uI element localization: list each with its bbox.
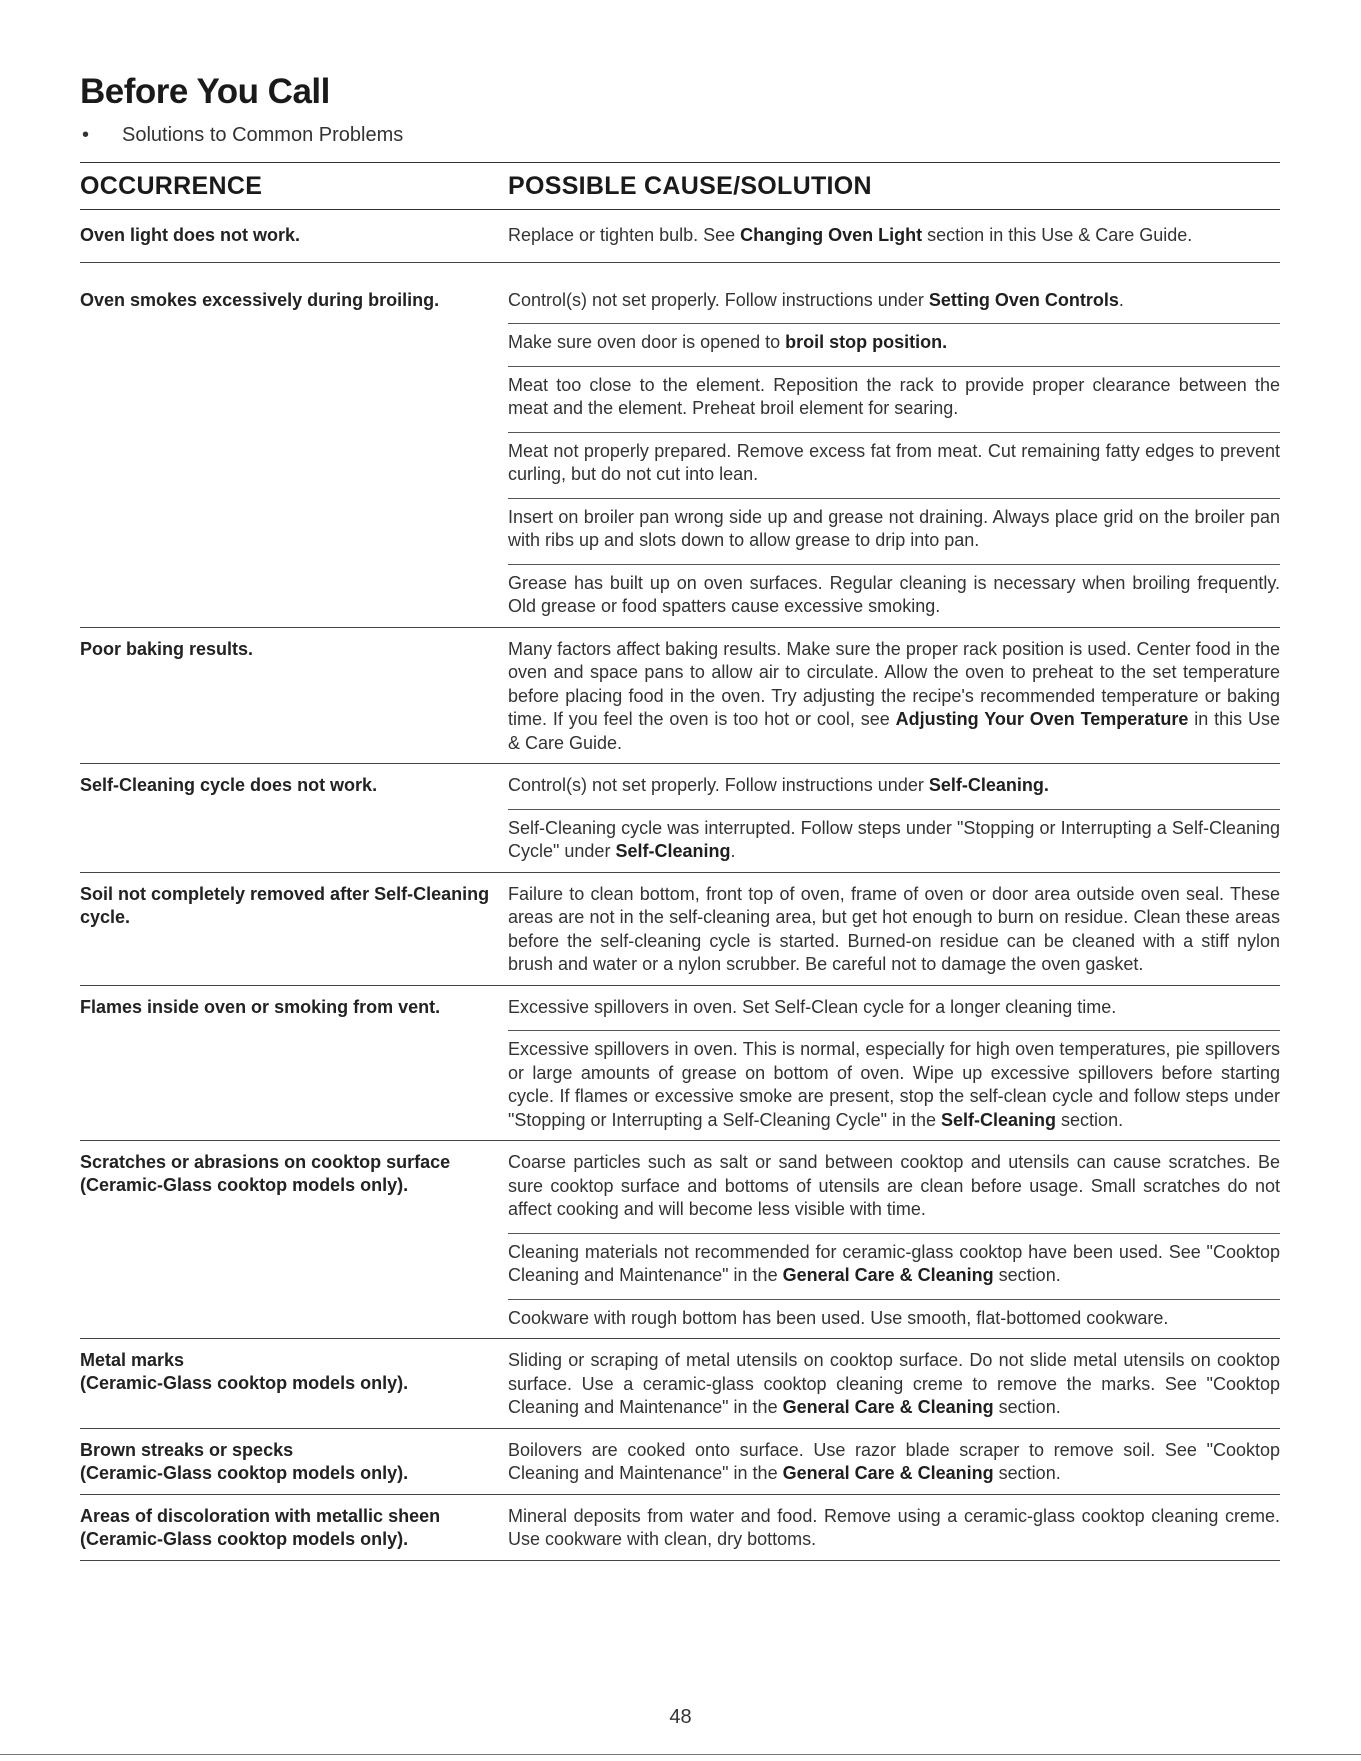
solution-paragraph — [508, 1030, 1280, 1132]
solution-text: Control(s) not set properly. Follow instructions under — [508, 775, 929, 795]
solution-text: . — [730, 841, 736, 861]
troubleshooting-table — [80, 210, 1280, 1561]
occurrence-cell: Brown streaks or specks (Ceramic-Glass cooktop models only). — [80, 1439, 409, 1483]
bottom-rule — [0, 1754, 1361, 1755]
solution-text: Cleaning materials not recommended for ceramic-glass cooktop have been used. See "Cooktop Cleaning and Maintenance" in the — [508, 1241, 1280, 1285]
solution-text: Excessive spillovers in oven. This is normal, especially for high oven temperatures, pie spillovers or large amounts of grease on bottom of oven. Wipe up excessive spillovers before starting cycle. If flames or excessive smoke are present, stop the self-clean cycle and follow steps under "Stopping or Interrupting a Self-Cleaning Cycle" in the — [508, 1039, 1280, 1130]
solutions-cell — [508, 224, 1280, 248]
solution-paragraph — [508, 1233, 1280, 1288]
bullet-icon: • — [82, 124, 90, 146]
solution-text: Cookware with rough bottom has been used. Use smooth, flat-bottomed cookware. — [508, 1307, 1169, 1328]
table-row — [80, 986, 1280, 1142]
solution-text: section. — [993, 1397, 1061, 1417]
solution-text: section. — [1056, 1109, 1124, 1130]
solution-text: Grease has built up on oven surfaces. Regular cleaning is necessary when broiling frequently. Old grease or food spatters cause excessive smoking. — [508, 572, 1280, 616]
solution-paragraph — [508, 883, 1280, 977]
solutions-cell — [508, 1439, 1280, 1486]
solution-text: section. — [993, 1463, 1061, 1483]
solution-reference: Adjusting Your Oven Temperature — [895, 709, 1189, 729]
solution-reference: Self-Cleaning — [615, 841, 731, 861]
solution-text: Failure to clean bottom, front top of oven, frame of oven or door area outside oven seal. These areas are not in the self-cleaning area, but get hot enough to burn on residue. Clean these areas before the self-cleaning cycle is started. Burned-on residue can be cleaned with a stiff nylon brush and water or a nylon scrubber. Be careful not to damage the oven gasket. — [508, 883, 1280, 974]
solution-text: Make sure oven door is opened to — [508, 332, 786, 352]
solution-paragraph — [508, 366, 1280, 421]
solutions-cell — [508, 996, 1280, 1133]
solution-paragraph — [508, 1349, 1280, 1420]
occurrence-cell: Flames inside oven or smoking from vent. — [80, 996, 441, 1017]
occurrence-header: OCCURRENCE — [80, 171, 263, 200]
solution-text: Self-Cleaning cycle was interrupted. Follow steps under "Stopping or Interrupting a Self-Cleaning Cycle" under — [508, 817, 1280, 861]
solution-paragraph — [508, 323, 1280, 355]
solution-paragraph — [508, 996, 1280, 1020]
table-row — [80, 628, 1280, 765]
solutions-cell — [508, 883, 1280, 977]
solution-text: Boilovers are cooked onto surface. Use razor blade scraper to remove soil. See "Cooktop Cleaning and Maintenance" in the — [508, 1439, 1280, 1483]
solution-reference: Changing Oven Light — [740, 225, 923, 245]
table-row — [80, 210, 1280, 263]
solution-paragraph — [508, 1151, 1280, 1222]
occurrence-cell: Areas of discoloration with metallic sheen (Ceramic-Glass cooktop models only). — [80, 1505, 441, 1549]
occurrence-cell: Soil not completely removed after Self-Cleaning cycle. — [80, 883, 490, 927]
page-number: 48 — [669, 1706, 692, 1728]
table-row — [80, 1141, 1280, 1339]
solution-paragraph — [508, 774, 1280, 798]
solutions-cell — [508, 1349, 1280, 1420]
solution-reference: General Care & Cleaning — [782, 1397, 994, 1417]
table-row — [80, 1495, 1280, 1561]
occurrence-cell: Oven light does not work. — [80, 225, 301, 245]
subtitle — [80, 122, 1280, 148]
solution-paragraph — [508, 638, 1280, 756]
occurrence-cell: Scratches or abrasions on cooktop surface (Ceramic-Glass cooktop models only). — [80, 1152, 451, 1195]
occurrence-cell: Self-Cleaning cycle does not work. — [80, 775, 378, 795]
solution-text: Coarse particles such as salt or sand between cooktop and utensils can cause scratches. Be sure cooktop surface and bottoms of utensils are clean before usage. Small scratches do not affect cooking and will become less visible with time. — [508, 1152, 1280, 1219]
solution-paragraph — [508, 224, 1280, 248]
solution-text: section. — [993, 1265, 1061, 1285]
solution-paragraph — [508, 1299, 1280, 1331]
table-header — [80, 162, 1280, 210]
solution-text: Insert on broiler pan wrong side up and grease not draining. Always place grid on the broiler pan with ribs up and slots down to allow grease to drip into pan. — [508, 506, 1280, 550]
solution-reference: General Care & Cleaning — [782, 1265, 994, 1285]
solution-reference: Self-Cleaning. — [928, 775, 1049, 795]
solutions-cell — [508, 1505, 1280, 1552]
solution-reference: Self-Cleaning — [941, 1109, 1057, 1130]
solution-text: in this Use & Care Guide. — [508, 709, 1280, 753]
table-row — [80, 764, 1280, 873]
occurrence-cell: Metal marks (Ceramic-Glass cooktop models only). — [80, 1350, 409, 1393]
table-row — [80, 873, 1280, 986]
page-title: Before You Call — [80, 72, 330, 111]
solution-paragraph — [508, 498, 1280, 553]
solution-text: Many factors affect baking results. Make sure the proper rack position is used. Center food in the oven and space pans to allow air to circulate. Allow the oven to preheat to the set temperature before placing food in the oven. Try adjusting the recipe's recommended temperature or baking time. If you feel the oven is too hot or cool, see — [508, 638, 1280, 729]
solution-text: Sliding or scraping of metal utensils on cooktop surface. Do not slide metal utensils on cooktop surface. Use a ceramic-glass cooktop cleaning creme to remove the marks. See "Cooktop Cleaning and Maintenance" in the — [508, 1350, 1280, 1417]
solution-text: Replace or tighten bulb. See — [508, 225, 741, 245]
subtitle-text: Solutions to Common Problems — [122, 124, 404, 146]
solution-paragraph — [508, 432, 1280, 487]
solutions-cell — [508, 774, 1280, 864]
solution-text: Meat too close to the element. Reposition the rack to provide proper clearance between the meat and the element. Preheat broil element for searing. — [508, 374, 1280, 418]
table-row — [80, 263, 1280, 628]
solution-reference: General Care & Cleaning — [782, 1463, 994, 1483]
solution-text: . — [1118, 289, 1124, 310]
solution-header: POSSIBLE CAUSE/SOLUTION — [508, 171, 872, 200]
solution-text: Excessive spillovers in oven. Set Self-Clean cycle for a longer cleaning time. — [508, 996, 1117, 1017]
occurrence-cell: Poor baking results. — [80, 638, 254, 659]
document-page — [80, 70, 1280, 1561]
solution-text: Control(s) not set properly. Follow instructions under — [508, 289, 929, 310]
occurrence-cell: Oven smokes excessively during broiling. — [80, 289, 440, 310]
table-row — [80, 1339, 1280, 1429]
solution-paragraph — [508, 1505, 1280, 1552]
solutions-cell — [508, 289, 1280, 619]
solution-paragraph — [508, 1439, 1280, 1486]
solution-text: Mineral deposits from water and food. Remove using a ceramic-glass cooktop cleaning creme. Use cookware with clean, dry bottoms. — [508, 1505, 1280, 1549]
solutions-cell — [508, 638, 1280, 756]
solution-paragraph — [508, 564, 1280, 619]
solution-paragraph — [508, 289, 1280, 313]
solution-paragraph — [508, 809, 1280, 864]
table-row — [80, 1429, 1280, 1495]
solutions-cell — [508, 1151, 1280, 1330]
solution-reference: Setting Oven Controls — [928, 289, 1119, 310]
solution-text: section in this Use & Care Guide. — [922, 225, 1193, 245]
solution-reference: broil stop position. — [785, 332, 948, 352]
solution-text: Meat not properly prepared. Remove excess fat from meat. Cut remaining fatty edges to prevent curling, but do not cut into lean. — [508, 440, 1280, 484]
